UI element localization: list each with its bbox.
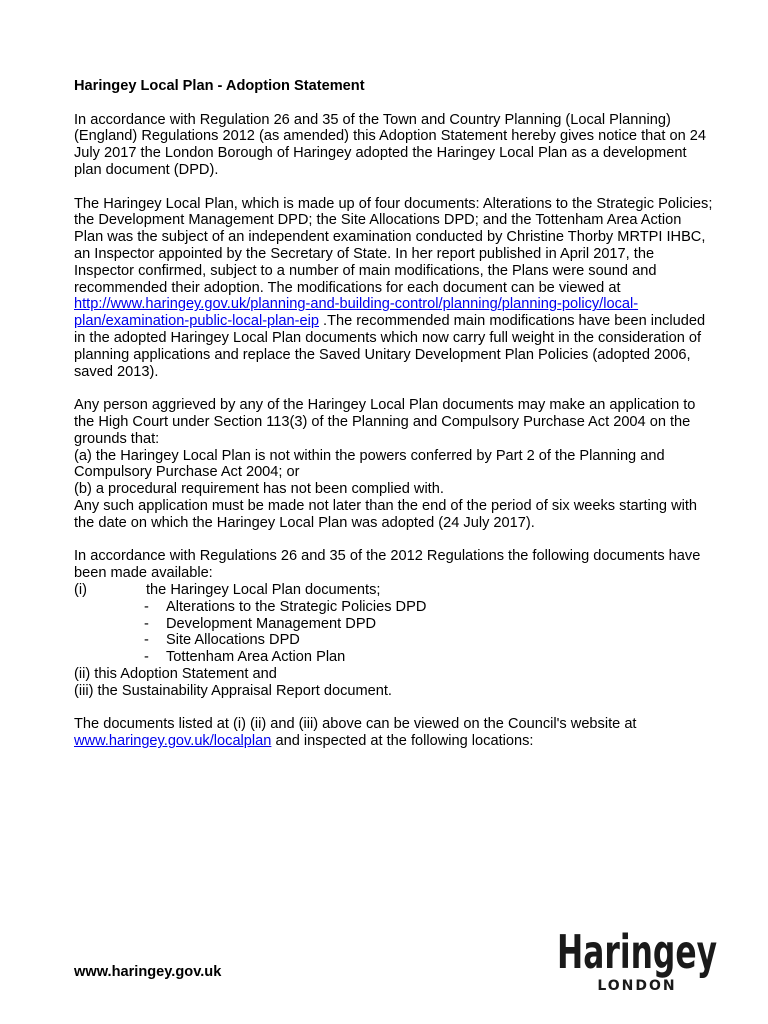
legal-challenge-ground-b: (b) a procedural requirement has not been complied with.: [74, 481, 444, 498]
sub-list-item: [74, 616, 714, 633]
sub-list-dash: -: [144, 615, 149, 632]
list-item-i-text: the Haringey Local Plan documents;: [146, 581, 381, 598]
legal-challenge-ground-a: (a) the Haringey Local Plan is not within the powers conferred by Part 2 of the Planning and Compulsory Purchase Act 2004; or: [74, 447, 665, 481]
document-body: [74, 78, 714, 767]
paragraph-examination-text: The Haringey Local Plan, which is made up of four documents: Alterations to the Strategic Policies; the Development Management DPD; the Site Allocations DPD; and the Tottenham Area Action Plan was the subject of an independent examination conducted by Christine Thorby MRTPI IHBC, an Inspector appointed by the Secretary of State. In her report published in April 2017, the Inspector confirmed, subject to a number of main modifications, the Plans were sound and recommended their adoption. The modifications for each document can be viewed at: [74, 195, 713, 296]
list-item-i: [74, 582, 714, 599]
sub-list-text: Alterations to the Strategic Policies DPD: [166, 598, 427, 615]
sub-list-dash: -: [144, 598, 149, 615]
paragraph-legal-challenge: [74, 397, 714, 531]
logo-subtext: LONDON: [597, 978, 677, 994]
sub-list-item: [74, 632, 714, 649]
paragraph-documents-available: [74, 548, 714, 699]
viewing-locations-text-end: and inspected at the following locations:: [271, 733, 534, 750]
localplan-link[interactable]: www.haringey.gov.uk/localplan: [74, 733, 272, 750]
paragraph-examination: [74, 196, 714, 381]
logo-wordmark: Haringey: [557, 925, 718, 979]
paragraph-viewing-locations: [74, 716, 714, 750]
footer-website-url: www.haringey.gov.uk: [74, 964, 222, 980]
paragraph-regulation-notice: In accordance with Regulation 26 and 35 of the Town and Country Planning (Local Planning) (England) Regulations 2012 (as amended) this Adoption Statement hereby gives notice that on 24 July 2017 the London Borough of Haringey adopted the Haringey Local Plan as a development plan document (DPD).: [74, 111, 706, 178]
sub-list-dash: -: [144, 649, 149, 666]
list-item-iii: (iii) the Sustainability Appraisal Report document.: [74, 682, 392, 699]
list-item-ii: (ii) this Adoption Statement and: [74, 665, 277, 682]
sub-list-item: [74, 599, 714, 616]
documents-available-intro: In accordance with Regulations 26 and 35 of the 2012 Regulations the following documents have been made available:: [74, 548, 701, 582]
haringey-london-logo: [553, 924, 721, 996]
examination-link[interactable]: http://www.haringey.gov.uk/planning-and-building-control/planning/planning-policy/local-plan/examination-public-local-plan-eip: [74, 296, 639, 330]
paragraph-examination-text-end: .The recommended main modifications have been included in the adopted Haringey Local Plan documents which now carry full weight in the consideration of planning applications and replace the Saved Unitary Development Plan Policies (adopted 2006, saved 2013).: [74, 313, 706, 380]
sub-list-text: Development Management DPD: [166, 615, 377, 632]
legal-challenge-deadline: Any such application must be made not later than the end of the period of six weeks starting with the date on which the Haringey Local Plan was adopted (24 July 2017).: [74, 497, 698, 531]
sub-list-item: [74, 649, 714, 666]
legal-challenge-intro: Any person aggrieved by any of the Haringey Local Plan documents may make an application to the High Court under Section 113(3) of the Planning and Compulsory Purchase Act 2004 on the grounds that:: [74, 397, 696, 447]
document-title: Haringey Local Plan - Adoption Statement: [74, 78, 365, 94]
viewing-locations-text: The documents listed at (i) (ii) and (iii) above can be viewed on the Council's website at: [74, 716, 637, 733]
sub-list-text: Site Allocations DPD: [166, 632, 300, 649]
sub-list-dash: -: [144, 632, 149, 649]
sub-list-text: Tottenham Area Action Plan: [166, 649, 346, 666]
list-item-i-number: (i): [74, 581, 87, 598]
